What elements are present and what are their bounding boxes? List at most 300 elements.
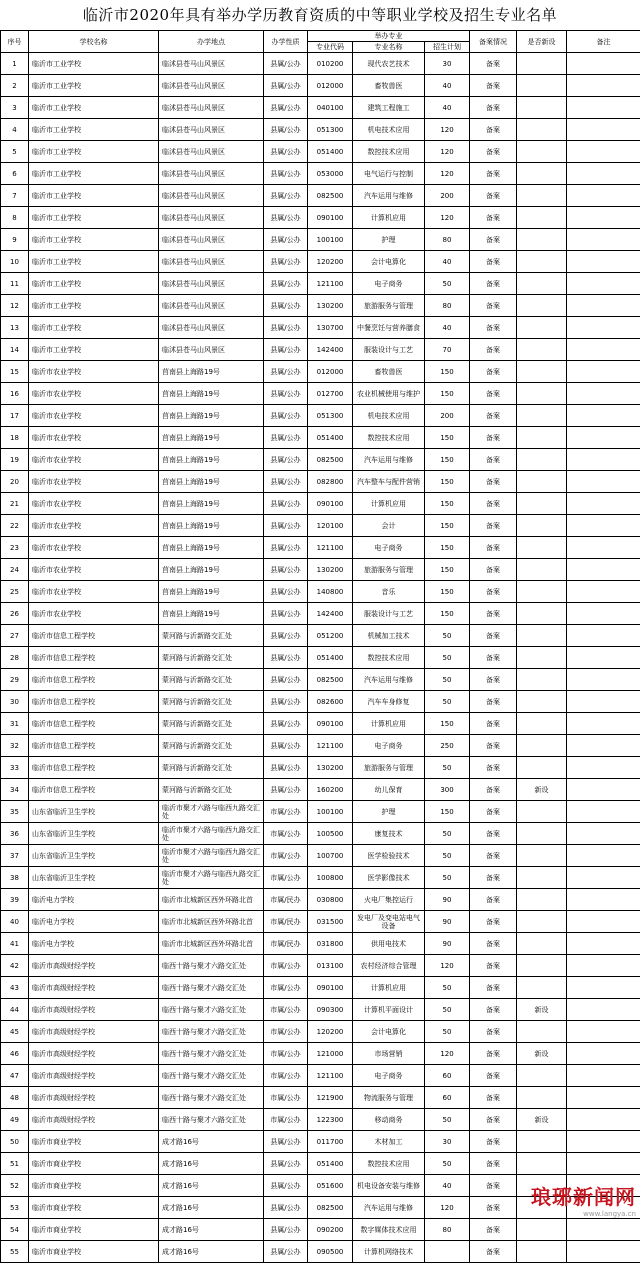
cell-new: 新设	[517, 999, 567, 1021]
cell-new	[517, 1131, 567, 1153]
cell-filing: 备案	[470, 537, 517, 559]
table-row	[1, 163, 640, 185]
cell-code: 121100	[308, 735, 353, 757]
cell-school: 临沂市信息工程学校	[29, 691, 159, 713]
cell-note	[567, 493, 640, 515]
cell-plan: 50	[425, 757, 470, 779]
cell-new	[517, 647, 567, 669]
cell-address: 莒南县上海路19号	[159, 449, 264, 471]
cell-plan: 50	[425, 647, 470, 669]
table-row	[1, 1153, 640, 1175]
cell-note	[567, 515, 640, 537]
cell-new	[517, 471, 567, 493]
cell-note	[567, 735, 640, 757]
cell-plan: 150	[425, 713, 470, 735]
cell-plan: 120	[425, 1043, 470, 1065]
cell-nature: 市属/公办	[264, 1087, 308, 1109]
cell-seq: 36	[1, 823, 29, 845]
cell-address: 莒南县上海路19号	[159, 559, 264, 581]
cell-seq: 22	[1, 515, 29, 537]
cell-filing: 备案	[470, 383, 517, 405]
cell-major: 火电厂集控运行	[353, 889, 425, 911]
cell-note	[567, 867, 640, 889]
cell-nature: 县属/公办	[264, 163, 308, 185]
table-row	[1, 1241, 640, 1263]
cell-major: 幼儿保育	[353, 779, 425, 801]
cell-seq: 15	[1, 361, 29, 383]
cell-code: 031800	[308, 933, 353, 955]
cell-filing: 备案	[470, 1065, 517, 1087]
cell-code: 012000	[308, 75, 353, 97]
cell-address: 蒙河路与沂新路交汇处	[159, 647, 264, 669]
table-row	[1, 691, 640, 713]
cell-seq: 45	[1, 1021, 29, 1043]
table-row	[1, 779, 640, 801]
cell-seq: 51	[1, 1153, 29, 1175]
cell-school: 临沂市信息工程学校	[29, 647, 159, 669]
cell-nature: 县属/公办	[264, 1153, 308, 1175]
cell-seq: 48	[1, 1087, 29, 1109]
cell-nature: 县属/公办	[264, 207, 308, 229]
cell-address: 成才路16号	[159, 1131, 264, 1153]
cell-school: 临沂市工业学校	[29, 119, 159, 141]
cell-filing: 备案	[470, 405, 517, 427]
cell-major: 汽车整车与配件营销	[353, 471, 425, 493]
cell-seq: 19	[1, 449, 29, 471]
cell-seq: 11	[1, 273, 29, 295]
cell-nature: 市属/公办	[264, 845, 308, 867]
cell-school: 临沂市农业学校	[29, 581, 159, 603]
cell-major: 服装设计与工艺	[353, 339, 425, 361]
header-school: 学校名称	[29, 31, 159, 53]
cell-code: 040100	[308, 97, 353, 119]
cell-seq: 37	[1, 845, 29, 867]
cell-code: 121900	[308, 1087, 353, 1109]
cell-note	[567, 933, 640, 955]
cell-address: 成才路16号	[159, 1241, 264, 1263]
cell-seq: 1	[1, 53, 29, 75]
cell-filing: 备案	[470, 1197, 517, 1219]
cell-code: 082500	[308, 449, 353, 471]
cell-filing: 备案	[470, 977, 517, 999]
cell-school: 临沂市农业学校	[29, 559, 159, 581]
cell-note	[567, 207, 640, 229]
cell-plan: 300	[425, 779, 470, 801]
cell-note	[567, 405, 640, 427]
cell-address: 临西十路与聚才六路交汇处	[159, 999, 264, 1021]
cell-filing: 备案	[470, 163, 517, 185]
cell-nature: 县属/公办	[264, 471, 308, 493]
cell-code: 121000	[308, 1043, 353, 1065]
cell-address: 临沂市北城新区西外环路北首	[159, 933, 264, 955]
table-row	[1, 845, 640, 867]
cell-major: 计算机应用	[353, 713, 425, 735]
cell-new	[517, 559, 567, 581]
cell-new	[517, 75, 567, 97]
cell-seq: 23	[1, 537, 29, 559]
cell-filing: 备案	[470, 273, 517, 295]
cell-note	[567, 229, 640, 251]
cell-new	[517, 317, 567, 339]
cell-filing: 备案	[470, 1153, 517, 1175]
header-new: 是否新设	[517, 31, 567, 53]
cell-major: 服装设计与工艺	[353, 603, 425, 625]
cell-major: 数控技术应用	[353, 1153, 425, 1175]
cell-major: 市场营销	[353, 1043, 425, 1065]
cell-nature: 市属/公办	[264, 1109, 308, 1131]
cell-note	[567, 999, 640, 1021]
cell-new	[517, 295, 567, 317]
cell-school: 临沂市工业学校	[29, 251, 159, 273]
cell-plan: 50	[425, 999, 470, 1021]
cell-nature: 县属/公办	[264, 383, 308, 405]
table-row	[1, 713, 640, 735]
cell-note	[567, 1043, 640, 1065]
cell-major: 医学检验技术	[353, 845, 425, 867]
cell-note	[567, 1153, 640, 1175]
cell-nature: 县属/公办	[264, 449, 308, 471]
table-row	[1, 977, 640, 999]
cell-seq: 50	[1, 1131, 29, 1153]
watermark-logo-text: 琅琊新闻网	[531, 1181, 636, 1210]
cell-address: 临西十路与聚才六路交汇处	[159, 1087, 264, 1109]
cell-seq: 40	[1, 911, 29, 933]
cell-seq: 20	[1, 471, 29, 493]
cell-seq: 33	[1, 757, 29, 779]
cell-nature: 县属/公办	[264, 493, 308, 515]
cell-school: 临沂市信息工程学校	[29, 779, 159, 801]
cell-code: 051300	[308, 119, 353, 141]
table-row	[1, 141, 640, 163]
cell-address: 临沭县苍马山风景区	[159, 317, 264, 339]
cell-code: 011700	[308, 1131, 353, 1153]
cell-nature: 县属/公办	[264, 1131, 308, 1153]
cell-address: 临沭县苍马山风景区	[159, 75, 264, 97]
cell-plan: 50	[425, 669, 470, 691]
cell-major: 移动商务	[353, 1109, 425, 1131]
cell-major: 会计	[353, 515, 425, 537]
cell-code: 130200	[308, 295, 353, 317]
cell-filing: 备案	[470, 493, 517, 515]
cell-code: 051600	[308, 1175, 353, 1197]
table-row	[1, 53, 640, 75]
cell-major: 数控技术应用	[353, 427, 425, 449]
table-row	[1, 185, 640, 207]
cell-new	[517, 1087, 567, 1109]
cell-code: 031500	[308, 911, 353, 933]
cell-major: 机电技术应用	[353, 405, 425, 427]
cell-note	[567, 427, 640, 449]
school-table	[0, 30, 640, 1263]
cell-seq: 10	[1, 251, 29, 273]
cell-major: 护理	[353, 801, 425, 823]
cell-address: 成才路16号	[159, 1175, 264, 1197]
cell-new: 新设	[517, 1043, 567, 1065]
cell-seq: 28	[1, 647, 29, 669]
cell-filing: 备案	[470, 427, 517, 449]
cell-new	[517, 977, 567, 999]
cell-code: 082500	[308, 185, 353, 207]
cell-plan: 120	[425, 163, 470, 185]
cell-address: 成才路16号	[159, 1219, 264, 1241]
cell-filing: 备案	[470, 361, 517, 383]
cell-major: 护理	[353, 229, 425, 251]
table-header	[1, 31, 640, 53]
cell-filing: 备案	[470, 1109, 517, 1131]
cell-nature: 县属/公办	[264, 229, 308, 251]
cell-nature: 县属/公办	[264, 97, 308, 119]
table-row	[1, 537, 640, 559]
cell-school: 临沂市商业学校	[29, 1241, 159, 1263]
document-title: 临沂市2020年具有举办学历教育资质的中等职业学校及招生专业名单	[0, 0, 640, 30]
cell-note	[567, 1021, 640, 1043]
cell-new: 新设	[517, 1109, 567, 1131]
cell-filing: 备案	[470, 889, 517, 911]
cell-nature: 市属/公办	[264, 1065, 308, 1087]
cell-school: 临沂市高级财经学校	[29, 1043, 159, 1065]
cell-note	[567, 75, 640, 97]
cell-note	[567, 955, 640, 977]
cell-filing: 备案	[470, 999, 517, 1021]
cell-new	[517, 823, 567, 845]
cell-plan: 40	[425, 251, 470, 273]
table-row	[1, 669, 640, 691]
cell-code: 120200	[308, 251, 353, 273]
cell-address: 蒙河路与沂新路交汇处	[159, 691, 264, 713]
cell-note	[567, 1065, 640, 1087]
cell-new	[517, 933, 567, 955]
cell-plan: 120	[425, 1197, 470, 1219]
cell-nature: 县属/公办	[264, 691, 308, 713]
cell-code: 090200	[308, 1219, 353, 1241]
cell-code: 082500	[308, 1197, 353, 1219]
cell-note	[567, 845, 640, 867]
cell-school: 临沂市商业学校	[29, 1219, 159, 1241]
cell-filing: 备案	[470, 735, 517, 757]
cell-filing: 备案	[470, 207, 517, 229]
cell-school: 临沂市高级财经学校	[29, 1065, 159, 1087]
cell-filing: 备案	[470, 449, 517, 471]
cell-filing: 备案	[470, 933, 517, 955]
cell-nature: 县属/公办	[264, 647, 308, 669]
table-row	[1, 75, 640, 97]
cell-plan: 120	[425, 207, 470, 229]
cell-major: 汽车车身修复	[353, 691, 425, 713]
cell-code: 100700	[308, 845, 353, 867]
cell-plan: 150	[425, 427, 470, 449]
cell-code: 120200	[308, 1021, 353, 1043]
cell-new	[517, 1153, 567, 1175]
cell-address: 临沂市聚才六路与临西九路交汇处	[159, 867, 264, 889]
cell-new	[517, 735, 567, 757]
table-row	[1, 383, 640, 405]
cell-note	[567, 251, 640, 273]
cell-address: 蒙河路与沂新路交汇处	[159, 735, 264, 757]
cell-new	[517, 97, 567, 119]
cell-address: 临西十路与聚才六路交汇处	[159, 955, 264, 977]
cell-major: 农业机械使用与维护	[353, 383, 425, 405]
cell-code: 051400	[308, 427, 353, 449]
cell-seq: 3	[1, 97, 29, 119]
cell-school: 临沂市农业学校	[29, 471, 159, 493]
cell-new	[517, 141, 567, 163]
cell-seq: 27	[1, 625, 29, 647]
cell-seq: 38	[1, 867, 29, 889]
cell-note	[567, 185, 640, 207]
cell-note	[567, 1131, 640, 1153]
cell-filing: 备案	[470, 691, 517, 713]
cell-code: 051400	[308, 141, 353, 163]
table-row	[1, 1131, 640, 1153]
cell-filing: 备案	[470, 955, 517, 977]
table-row	[1, 999, 640, 1021]
cell-plan: 50	[425, 823, 470, 845]
cell-code: 082500	[308, 669, 353, 691]
cell-note	[567, 977, 640, 999]
cell-new	[517, 1021, 567, 1043]
cell-school: 临沂市商业学校	[29, 1175, 159, 1197]
cell-code: 130200	[308, 559, 353, 581]
cell-school: 临沂市信息工程学校	[29, 735, 159, 757]
table-row	[1, 1065, 640, 1087]
cell-note	[567, 669, 640, 691]
cell-seq: 4	[1, 119, 29, 141]
cell-code: 051400	[308, 647, 353, 669]
cell-filing: 备案	[470, 669, 517, 691]
cell-filing: 备案	[470, 1175, 517, 1197]
cell-plan: 40	[425, 75, 470, 97]
cell-note	[567, 361, 640, 383]
cell-plan: 40	[425, 1175, 470, 1197]
cell-nature: 县属/公办	[264, 779, 308, 801]
header-code: 专业代码	[308, 42, 353, 53]
cell-seq: 54	[1, 1219, 29, 1241]
cell-code: 100800	[308, 867, 353, 889]
cell-note	[567, 53, 640, 75]
cell-major: 电子商务	[353, 735, 425, 757]
cell-new	[517, 493, 567, 515]
cell-note	[567, 889, 640, 911]
cell-nature: 市属/公办	[264, 999, 308, 1021]
cell-filing: 备案	[470, 757, 517, 779]
cell-new: 新设	[517, 779, 567, 801]
cell-nature: 县属/公办	[264, 273, 308, 295]
cell-nature: 市属/公办	[264, 1021, 308, 1043]
cell-plan: 60	[425, 1087, 470, 1109]
cell-plan: 150	[425, 383, 470, 405]
cell-seq: 46	[1, 1043, 29, 1065]
cell-seq: 6	[1, 163, 29, 185]
cell-plan: 150	[425, 471, 470, 493]
cell-major: 电气运行与控制	[353, 163, 425, 185]
cell-filing: 备案	[470, 515, 517, 537]
cell-major: 数字媒体技术应用	[353, 1219, 425, 1241]
cell-major: 医学影像技术	[353, 867, 425, 889]
cell-address: 蒙河路与沂新路交汇处	[159, 779, 264, 801]
cell-major: 电子商务	[353, 273, 425, 295]
table-row	[1, 911, 640, 933]
cell-note	[567, 779, 640, 801]
cell-filing: 备案	[470, 823, 517, 845]
cell-note	[567, 1087, 640, 1109]
cell-address: 临沭县苍马山风景区	[159, 141, 264, 163]
cell-filing: 备案	[470, 867, 517, 889]
cell-major: 计算机应用	[353, 977, 425, 999]
table-row	[1, 361, 640, 383]
cell-filing: 备案	[470, 97, 517, 119]
table-row	[1, 889, 640, 911]
cell-seq: 52	[1, 1175, 29, 1197]
cell-major: 建筑工程施工	[353, 97, 425, 119]
cell-seq: 35	[1, 801, 29, 823]
cell-nature: 县属/公办	[264, 1241, 308, 1263]
cell-address: 莒南县上海路19号	[159, 537, 264, 559]
cell-address: 临西十路与聚才六路交汇处	[159, 1043, 264, 1065]
table-row	[1, 229, 640, 251]
cell-address: 临沭县苍马山风景区	[159, 229, 264, 251]
cell-major: 现代农艺技术	[353, 53, 425, 75]
cell-major: 畜牧兽医	[353, 361, 425, 383]
cell-new	[517, 1241, 567, 1263]
table-row	[1, 97, 640, 119]
header-nature: 办学性质	[264, 31, 308, 53]
table-row	[1, 1043, 640, 1065]
cell-filing: 备案	[470, 471, 517, 493]
cell-school: 临沂市信息工程学校	[29, 713, 159, 735]
cell-note	[567, 317, 640, 339]
cell-school: 临沂市工业学校	[29, 339, 159, 361]
cell-code: 090100	[308, 493, 353, 515]
header-note: 备注	[567, 31, 640, 53]
cell-school: 临沂市高级财经学校	[29, 1021, 159, 1043]
cell-filing: 备案	[470, 713, 517, 735]
cell-address: 临沭县苍马山风景区	[159, 97, 264, 119]
cell-note	[567, 647, 640, 669]
table-row	[1, 823, 640, 845]
cell-new	[517, 625, 567, 647]
cell-filing: 备案	[470, 779, 517, 801]
cell-school: 临沂市高级财经学校	[29, 999, 159, 1021]
cell-seq: 26	[1, 603, 29, 625]
cell-major: 数控技术应用	[353, 647, 425, 669]
cell-nature: 县属/公办	[264, 317, 308, 339]
cell-new	[517, 185, 567, 207]
cell-address: 临沭县苍马山风景区	[159, 53, 264, 75]
cell-address: 临沭县苍马山风景区	[159, 185, 264, 207]
header-major-group: 举办专业	[308, 31, 470, 42]
cell-plan: 50	[425, 977, 470, 999]
cell-seq: 47	[1, 1065, 29, 1087]
header-seq: 序号	[1, 31, 29, 53]
cell-major: 音乐	[353, 581, 425, 603]
cell-filing: 备案	[470, 75, 517, 97]
cell-seq: 43	[1, 977, 29, 999]
cell-new	[517, 713, 567, 735]
cell-address: 莒南县上海路19号	[159, 383, 264, 405]
cell-code: 090100	[308, 977, 353, 999]
table-row	[1, 933, 640, 955]
cell-new	[517, 603, 567, 625]
table-row	[1, 735, 640, 757]
cell-seq: 24	[1, 559, 29, 581]
cell-new	[517, 163, 567, 185]
cell-new	[517, 867, 567, 889]
cell-school: 临沂市信息工程学校	[29, 757, 159, 779]
cell-major: 汽车运用与维修	[353, 1197, 425, 1219]
cell-seq: 32	[1, 735, 29, 757]
cell-school: 临沂市工业学校	[29, 75, 159, 97]
cell-note	[567, 911, 640, 933]
